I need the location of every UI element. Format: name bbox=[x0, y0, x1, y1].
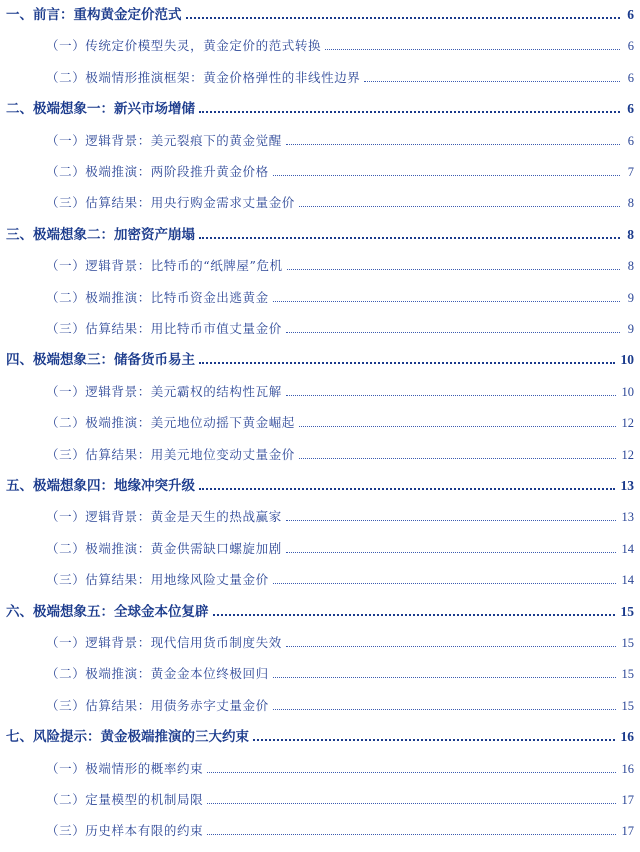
toc-entry-page-number: 6 bbox=[627, 101, 634, 117]
toc-chapter-entry[interactable] bbox=[6, 2, 634, 26]
toc-section-entry[interactable] bbox=[46, 630, 634, 654]
dot-leader bbox=[299, 426, 616, 427]
toc-entry-page-number: 17 bbox=[621, 824, 634, 839]
toc-entry-page-number: 12 bbox=[621, 416, 634, 431]
toc-section-entry[interactable] bbox=[46, 567, 634, 591]
toc-entry-title: （三）估算结果：用债务赤字丈量金价 bbox=[46, 697, 269, 713]
dot-leader bbox=[213, 614, 615, 616]
toc-section-entry[interactable] bbox=[46, 65, 634, 89]
toc-section-entry[interactable] bbox=[46, 661, 634, 685]
toc-entry-title: （三）估算结果：用比特币市值丈量金价 bbox=[46, 321, 282, 336]
toc-entry-title: 七、风险提示：黄金极端推演的三大约束 bbox=[6, 729, 249, 746]
dot-leader bbox=[186, 17, 621, 19]
toc-entry-page-number: 9 bbox=[627, 322, 634, 336]
dot-leader bbox=[286, 395, 616, 396]
toc-entry-page-number: 8 bbox=[627, 259, 634, 274]
toc-entry-title: （一）极端情形的概率约束 bbox=[46, 760, 204, 776]
dot-leader bbox=[286, 332, 620, 333]
toc-entry-page-number: 14 bbox=[621, 573, 634, 588]
toc-entry-title: （二）极端推演：比特币资金出逃黄金 bbox=[46, 289, 269, 305]
toc-chapter-entry[interactable] bbox=[6, 222, 634, 246]
toc-entry-page-number: 6 bbox=[627, 70, 634, 85]
toc-entry-page-number: 13 bbox=[621, 510, 634, 525]
toc-entry-title: （二）定量模型的机制局限 bbox=[46, 792, 204, 807]
toc-entry-title: （二）极端情形推演框架：黄金价格弹性的非线性边界 bbox=[46, 69, 361, 85]
toc-section-entry[interactable] bbox=[46, 442, 634, 466]
dot-leader bbox=[287, 269, 620, 270]
toc-entry-page-number: 10 bbox=[621, 384, 634, 399]
toc-entry-page-number: 8 bbox=[627, 226, 634, 242]
toc-section-entry[interactable] bbox=[46, 128, 634, 152]
toc-chapter-entry[interactable] bbox=[6, 347, 634, 371]
toc-section-entry[interactable] bbox=[46, 316, 634, 340]
toc-entry-page-number: 15 bbox=[621, 698, 634, 713]
toc-entry-page-number: 6 bbox=[627, 133, 634, 148]
toc-section-entry[interactable] bbox=[46, 756, 634, 780]
toc-entry-title: （三）估算结果：用央行购金需求丈量金价 bbox=[46, 195, 295, 211]
toc-entry-page-number: 6 bbox=[627, 7, 634, 22]
toc-entry-page-number: 6 bbox=[627, 39, 634, 54]
dot-leader bbox=[199, 111, 620, 113]
toc-entry-title: （一）逻辑背景：现代信用货币制度失效 bbox=[46, 635, 282, 650]
toc-section-entry[interactable] bbox=[46, 379, 634, 403]
dot-leader bbox=[207, 772, 615, 773]
toc-section-entry[interactable] bbox=[46, 285, 634, 309]
toc-entry-page-number: 13 bbox=[620, 478, 634, 493]
toc-entry-title: （三）估算结果：用美元地位变动丈量金价 bbox=[46, 446, 295, 462]
toc-entry-page-number: 9 bbox=[627, 290, 634, 305]
toc-entry-title: （一）传统定价模型失灵，黄金定价的范式转换 bbox=[46, 38, 322, 54]
toc-section-entry[interactable] bbox=[46, 787, 634, 811]
dot-leader bbox=[273, 583, 616, 584]
toc-entry-title: （一）逻辑背景：美元霸权的结构性瓦解 bbox=[46, 383, 282, 399]
toc-entry-page-number: 8 bbox=[627, 196, 634, 211]
toc-entry-title: （二）极端推演：黄金金本位终极回归 bbox=[46, 666, 269, 682]
toc-entry-title: （一）逻辑背景：比特币的“纸牌屋”危机 bbox=[46, 258, 283, 274]
toc-chapter-entry[interactable] bbox=[6, 473, 634, 497]
toc-section-entry[interactable] bbox=[46, 536, 634, 560]
toc-entry-page-number: 15 bbox=[621, 636, 634, 650]
toc-entry-title: 二、极端想象一：新兴市场增储 bbox=[6, 101, 195, 118]
toc-entry-page-number: 15 bbox=[621, 667, 634, 682]
toc-entry-title: （三）历史样本有限的约束 bbox=[46, 823, 204, 839]
dot-leader bbox=[253, 739, 615, 741]
dot-leader bbox=[207, 834, 615, 835]
dot-leader bbox=[286, 552, 616, 553]
toc-entry-page-number: 16 bbox=[621, 761, 634, 776]
toc-entry-title: 四、极端想象三：储备货币易主 bbox=[6, 352, 195, 369]
toc-chapter-entry[interactable] bbox=[6, 599, 634, 623]
toc-section-entry[interactable] bbox=[46, 190, 634, 214]
toc-entry-page-number: 15 bbox=[620, 603, 634, 619]
toc-entry-page-number: 14 bbox=[621, 541, 634, 556]
toc-entry-title: 五、极端想象四：地缘冲突升级 bbox=[6, 478, 195, 494]
toc-chapter-entry[interactable] bbox=[6, 724, 634, 748]
dot-leader bbox=[299, 458, 616, 459]
toc-entry-title: （二）极端推演：黄金供需缺口螺旋加剧 bbox=[46, 540, 282, 556]
toc-entry-title: 一、前言：重构黄金定价范式 bbox=[6, 7, 182, 23]
dot-leader bbox=[364, 81, 620, 82]
dot-leader bbox=[199, 488, 615, 490]
toc-entry-page-number: 10 bbox=[620, 352, 634, 368]
toc-entry-title: （二）极端推演：美元地位动摇下黄金崛起 bbox=[46, 415, 295, 431]
toc-entry-title: 六、极端想象五：全球金本位复辟 bbox=[6, 603, 209, 620]
dot-leader bbox=[286, 520, 616, 521]
dot-leader bbox=[286, 144, 620, 145]
toc-section-entry[interactable] bbox=[46, 818, 634, 842]
dot-leader bbox=[273, 677, 616, 678]
dot-leader bbox=[207, 803, 615, 804]
dot-leader bbox=[299, 206, 620, 207]
toc-entry-title: （一）逻辑背景：美元裂痕下的黄金觉醒 bbox=[46, 132, 282, 148]
dot-leader bbox=[273, 709, 616, 710]
toc-entry-page-number: 12 bbox=[621, 447, 634, 462]
dot-leader bbox=[199, 362, 615, 364]
toc-section-entry[interactable] bbox=[46, 159, 634, 183]
dot-leader bbox=[325, 49, 620, 50]
toc-entry-page-number: 7 bbox=[627, 165, 634, 179]
toc-section-entry[interactable] bbox=[46, 693, 634, 717]
dot-leader bbox=[286, 646, 616, 647]
toc-entry-title: （二）极端推演：两阶段推升黄金价格 bbox=[46, 164, 269, 179]
dot-leader bbox=[273, 301, 620, 302]
toc-entry-title: （一）逻辑背景：黄金是天生的热战赢家 bbox=[46, 509, 282, 525]
dot-leader bbox=[273, 175, 620, 176]
toc-entry-page-number: 16 bbox=[620, 729, 634, 745]
dot-leader bbox=[199, 237, 620, 239]
toc-section-entry[interactable] bbox=[46, 33, 634, 57]
toc-entry-title: 三、极端想象二：加密资产崩塌 bbox=[6, 226, 195, 243]
toc-section-entry[interactable] bbox=[46, 504, 634, 528]
toc-entry-title: （三）估算结果：用地缘风险丈量金价 bbox=[46, 572, 269, 588]
toc-section-entry[interactable] bbox=[46, 253, 634, 277]
toc-chapter-entry[interactable] bbox=[6, 96, 634, 120]
toc-entry-page-number: 17 bbox=[621, 793, 634, 807]
toc-section-entry[interactable] bbox=[46, 410, 634, 434]
